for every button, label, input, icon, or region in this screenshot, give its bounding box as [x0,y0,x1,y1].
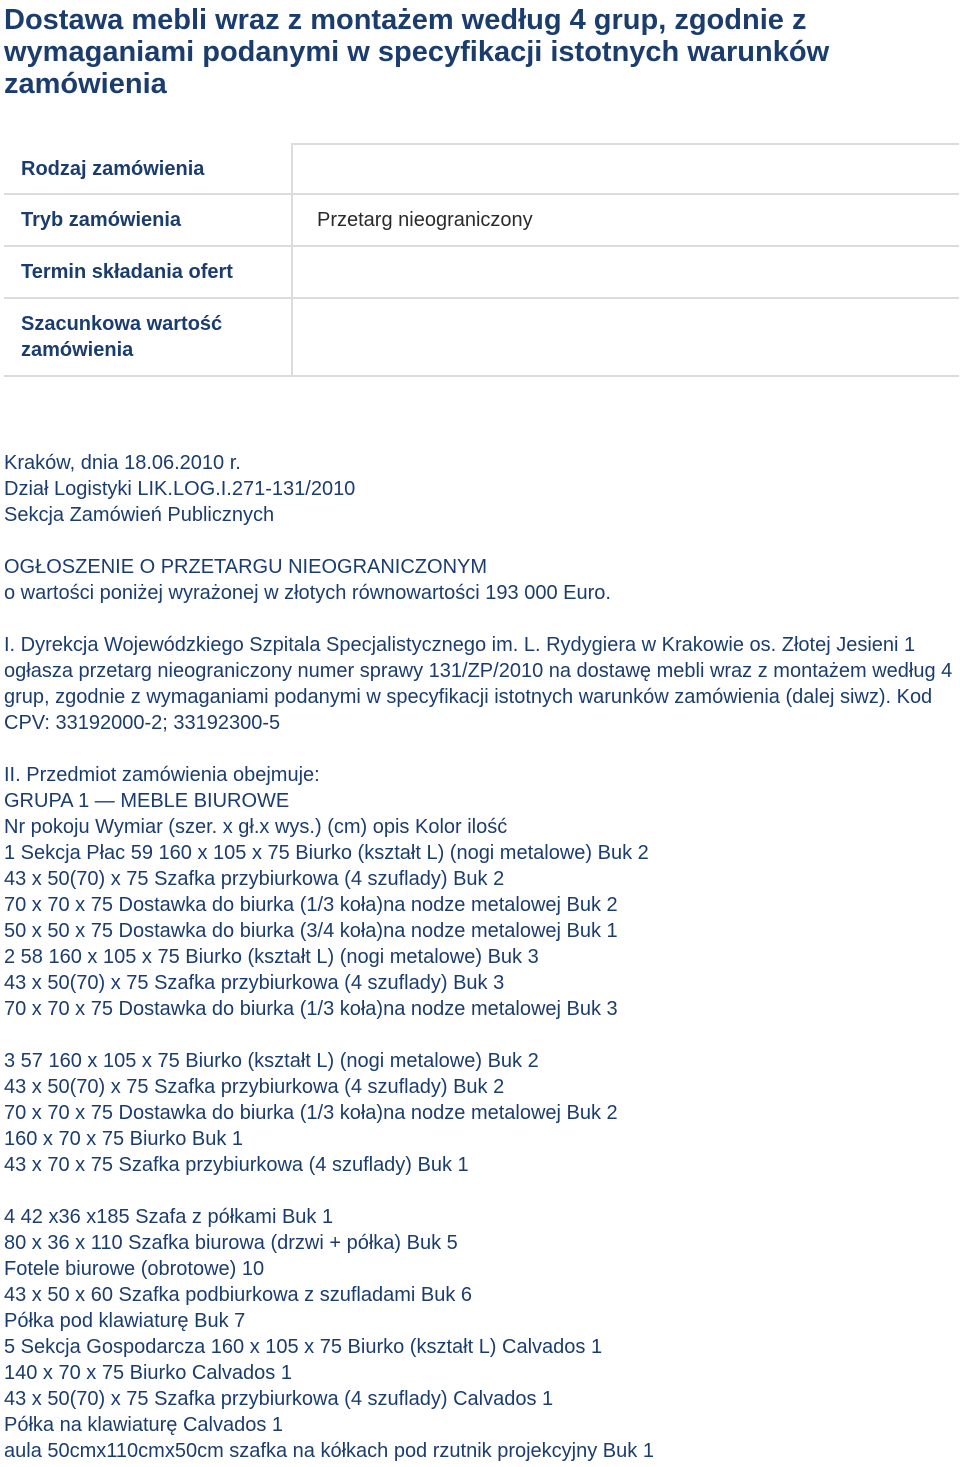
list-item: 43 x 50(70) x 75 Szafka przybiurkowa (4 szuflady) Buk 3 [4,972,505,994]
info-label: Szacunkowa wartość zamówienia [21,313,223,361]
list-item: 50 x 50 x 75 Dostawka do biurka (3/4 koła)na nodze metalowej Buk 1 [4,920,618,942]
list-item: Półka pod klawiaturę Buk 7 [4,1310,246,1332]
list-item: 140 x 70 x 75 Biurko Calvados 1 [4,1362,292,1384]
text-line: Kraków, dnia 18.06.2010 r. [4,452,241,474]
info-label: Termin składania ofert [21,261,233,283]
text-line: II. Przedmiot zamówienia obejmuje: [4,764,320,786]
list-item: 43 x 50(70) x 75 Szafka przybiurkowa (4 szuflady) Buk 2 [4,868,505,890]
text-line: Sekcja Zamówień Publicznych [4,504,275,526]
list-item: 160 x 70 x 75 Biurko Buk 1 [4,1128,244,1150]
list-item: 43 x 70 x 75 Szafka przybiurkowa (4 szuflady) Buk 1 [4,1154,469,1176]
info-row-type [4,144,959,194]
page-title: Dostawa mebli wraz z montażem według 4 grup, zgodnie z wymaganiami podanymi w specyfikacji istotnych warunków zamówienia [4,4,830,100]
list-item: aula 50cmx110cmx50cm szafka na kółkach pod rzutnik projekcyjny Buk 1 [4,1440,654,1462]
list-item: 70 x 70 x 75 Dostawka do biurka (1/3 koła)na nodze metalowej Buk 2 [4,1102,618,1124]
text-line: o wartości poniżej wyrażonej w złotych równowartości 193 000 Euro. [4,582,611,604]
info-row-deadline [4,246,959,298]
list-item: 1 Sekcja Płac 59 160 x 105 x 75 Biurko (kształt L) (nogi metalowe) Buk 2 [4,842,649,864]
section-2-list [4,762,954,1022]
group-heading: GRUPA 1 — MEBLE BIUROWE [4,790,290,812]
list-item: 43 x 50(70) x 75 Szafka przybiurkowa (4 szuflady) Calvados 1 [4,1388,554,1410]
list-item: Fotele biurowe (obrotowe) 10 [4,1258,265,1280]
header-block [4,450,954,528]
info-label: Tryb zamówienia [21,209,182,231]
info-value [292,246,959,298]
info-value [292,298,959,376]
announcement-heading: OGŁOSZENIE O PRZETARGU NIEOGRANICZONYM [4,556,488,578]
info-row-estimated-value [4,298,959,376]
list-item: 43 x 50(70) x 75 Szafka przybiurkowa (4 szuflady) Buk 2 [4,1076,505,1098]
list-item: 70 x 70 x 75 Dostawka do biurka (1/3 koła)na nodze metalowej Buk 3 [4,998,618,1020]
list-item: 2 58 160 x 105 x 75 Biurko (kształt L) (nogi metalowe) Buk 3 [4,946,539,968]
section-4-list [4,1204,954,1464]
info-value: Przetarg nieograniczony [292,194,959,246]
info-table [4,143,959,377]
list-item: 80 x 36 x 110 Szafka biurowa (drzwi + półka) Buk 5 [4,1232,458,1254]
list-item: Półka na klawiaturę Calvados 1 [4,1414,284,1436]
info-label: Rodzaj zamówienia [21,157,205,180]
text-line: Dział Logistyki LIK.LOG.I.271-131/2010 [4,478,356,500]
document-body [4,450,954,1464]
list-item: 70 x 70 x 75 Dostawka do biurka (1/3 koła)na nodze metalowej Buk 2 [4,894,618,916]
info-row-mode [4,194,959,246]
announcement-block [4,554,954,606]
info-value [292,144,959,194]
column-header-line: Nr pokoju Wymiar (szer. x gł.x wys.) (cm) opis Kolor ilość [4,816,508,838]
list-item: 43 x 50 x 60 Szafka podbiurkowa z szufladami Buk 6 [4,1284,473,1306]
section-3-list [4,1048,954,1178]
section-1-paragraph: I. Dyrekcja Wojewódzkiego Szpitala Specjalistycznego im. L. Rydygiera w Krakowie os. Złotej Jesieni 1 ogłasza przetarg nieograniczony numer sprawy 131/ZP/2010 na dostawę mebli wraz z montażem według 4 grup, zgodnie z wymaganiami podanymi w specyfikacji istotnych warunków zamówienia (dalej siwz). Kod CPV: 33192000-2; 33192300-5 [4,634,953,734]
list-item: 4 42 x36 x185 Szafa z półkami Buk 1 [4,1206,334,1228]
list-item: 3 57 160 x 105 x 75 Biurko (kształt L) (nogi metalowe) Buk 2 [4,1050,539,1072]
list-item: 5 Sekcja Gospodarcza 160 x 105 x 75 Biurko (kształt L) Calvados 1 [4,1336,603,1358]
